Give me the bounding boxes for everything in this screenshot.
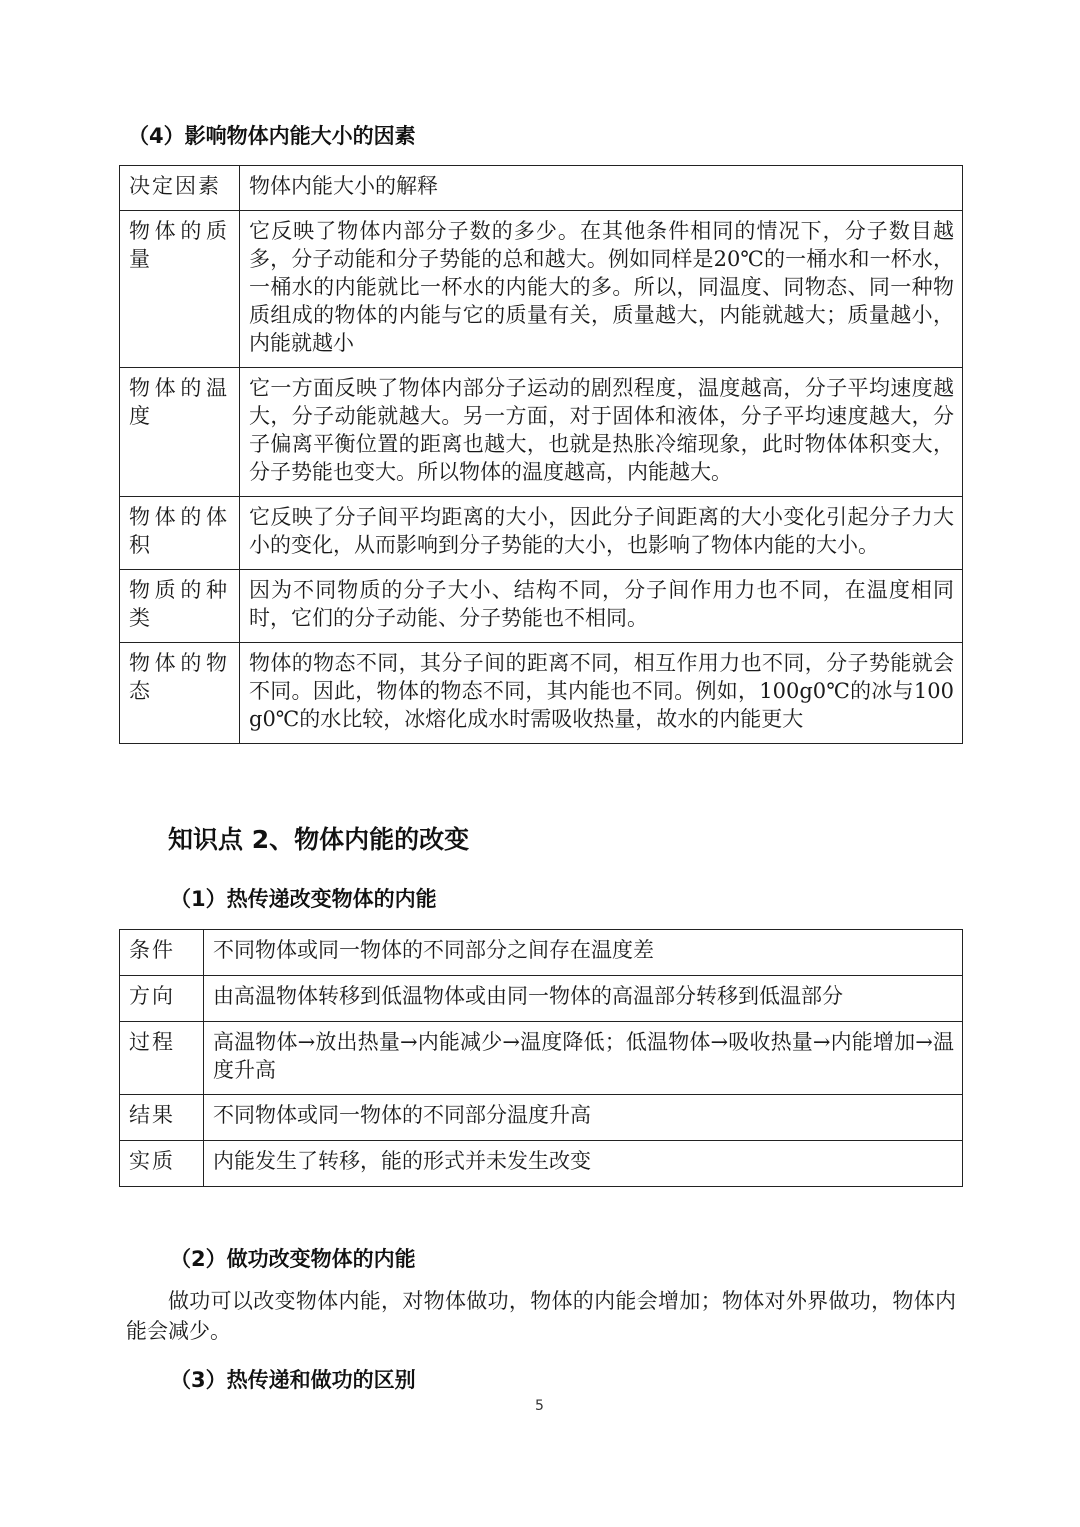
explanation-cell: 物体的物态不同，其分子间的距离不同，相互作用力也不同，分子势能就会不同。因此，物体的物态不同，其内能也不同。例如，100g0℃的冰与100g0℃的水比较，冰熔化成水时需吸收热量，故水的内能更大: [240, 643, 963, 744]
table-row: [120, 643, 963, 744]
factors-table: [119, 165, 963, 744]
table-row: [120, 570, 963, 643]
table-row: [120, 976, 963, 1022]
value-cell: 不同物体或同一物体的不同部分温度升高: [204, 1095, 963, 1141]
knowledge-point-title: 知识点 2、物体内能的改变: [168, 825, 470, 854]
table-row: [120, 1141, 963, 1187]
key-cell: 过程: [120, 1022, 204, 1095]
key-cell: 实质: [120, 1141, 204, 1187]
factor-cell: 物体的体积: [120, 497, 240, 570]
table-row: [120, 211, 963, 368]
value-cell: 高温物体→放出热量→内能减少→温度降低；低温物体→吸收热量→内能增加→温度升高: [204, 1022, 963, 1095]
table-header-cell: 决定因素: [120, 166, 240, 211]
factor-cell: 物体的温度: [120, 368, 240, 497]
section1-heading: （1）热传递改变物体的内能: [170, 887, 437, 911]
factor-cell: 物体的质量: [120, 211, 240, 368]
key-cell: 条件: [120, 930, 204, 976]
explanation-cell: 它反映了物体内部分子数的多少。在其他条件相同的情况下，分子数目越多，分子动能和分子势能的总和越大。例如同样是20℃的一桶水和一杯水，一桶水的内能就比一杯水的内能大的多。所以，同温度、同物态、同一种物质组成的物体的内能与它的质量有关，质量越大，内能就越大；质量越小，内能就越小: [240, 211, 963, 368]
key-cell: 结果: [120, 1095, 204, 1141]
table-row: [120, 368, 963, 497]
value-cell: 由高温物体转移到低温物体或由同一物体的高温部分转移到低温部分: [204, 976, 963, 1022]
factor-cell: 物质的种类: [120, 570, 240, 643]
value-cell: 不同物体或同一物体的不同部分之间存在温度差: [204, 930, 963, 976]
section3-heading: （3）热传递和做功的区别: [170, 1368, 416, 1392]
table-row: [120, 1022, 963, 1095]
section4-heading: （4）影响物体内能大小的因素: [128, 124, 416, 148]
explanation-cell: 它反映了分子间平均距离的大小，因此分子间距离的大小变化引起分子力大小的变化，从而影响到分子势能的大小，也影响了物体内能的大小。: [240, 497, 963, 570]
table-row: [120, 930, 963, 976]
heat-transfer-table: [119, 929, 963, 1187]
work-paragraph: 做功可以改变物体内能，对物体做功，物体的内能会增加；物体对外界做功，物体内能会减少。: [126, 1289, 956, 1343]
table-row: [120, 1095, 963, 1141]
key-cell: 方向: [120, 976, 204, 1022]
value-cell: 内能发生了转移，能的形式并未发生改变: [204, 1141, 963, 1187]
table-header-cell: 物体内能大小的解释: [240, 166, 963, 211]
table-header-row: [120, 166, 963, 211]
section2-heading: （2）做功改变物体的内能: [170, 1247, 416, 1271]
table-row: [120, 497, 963, 570]
explanation-cell: 因为不同物质的分子大小、结构不同，分子间作用力也不同，在温度相同时，它们的分子动能、分子势能也不相同。: [240, 570, 963, 643]
explanation-cell: 它一方面反映了物体内部分子运动的剧烈程度，温度越高，分子平均速度越大，分子动能就越大。另一方面，对于固体和液体，分子平均速度越大，分子偏离平衡位置的距离也越大，也就是热胀冷缩现象，此时物体体积变大，分子势能也变大。所以物体的温度越高，内能越大。: [240, 368, 963, 497]
page-number: 5: [535, 1398, 544, 1414]
factor-cell: 物体的物态: [120, 643, 240, 744]
